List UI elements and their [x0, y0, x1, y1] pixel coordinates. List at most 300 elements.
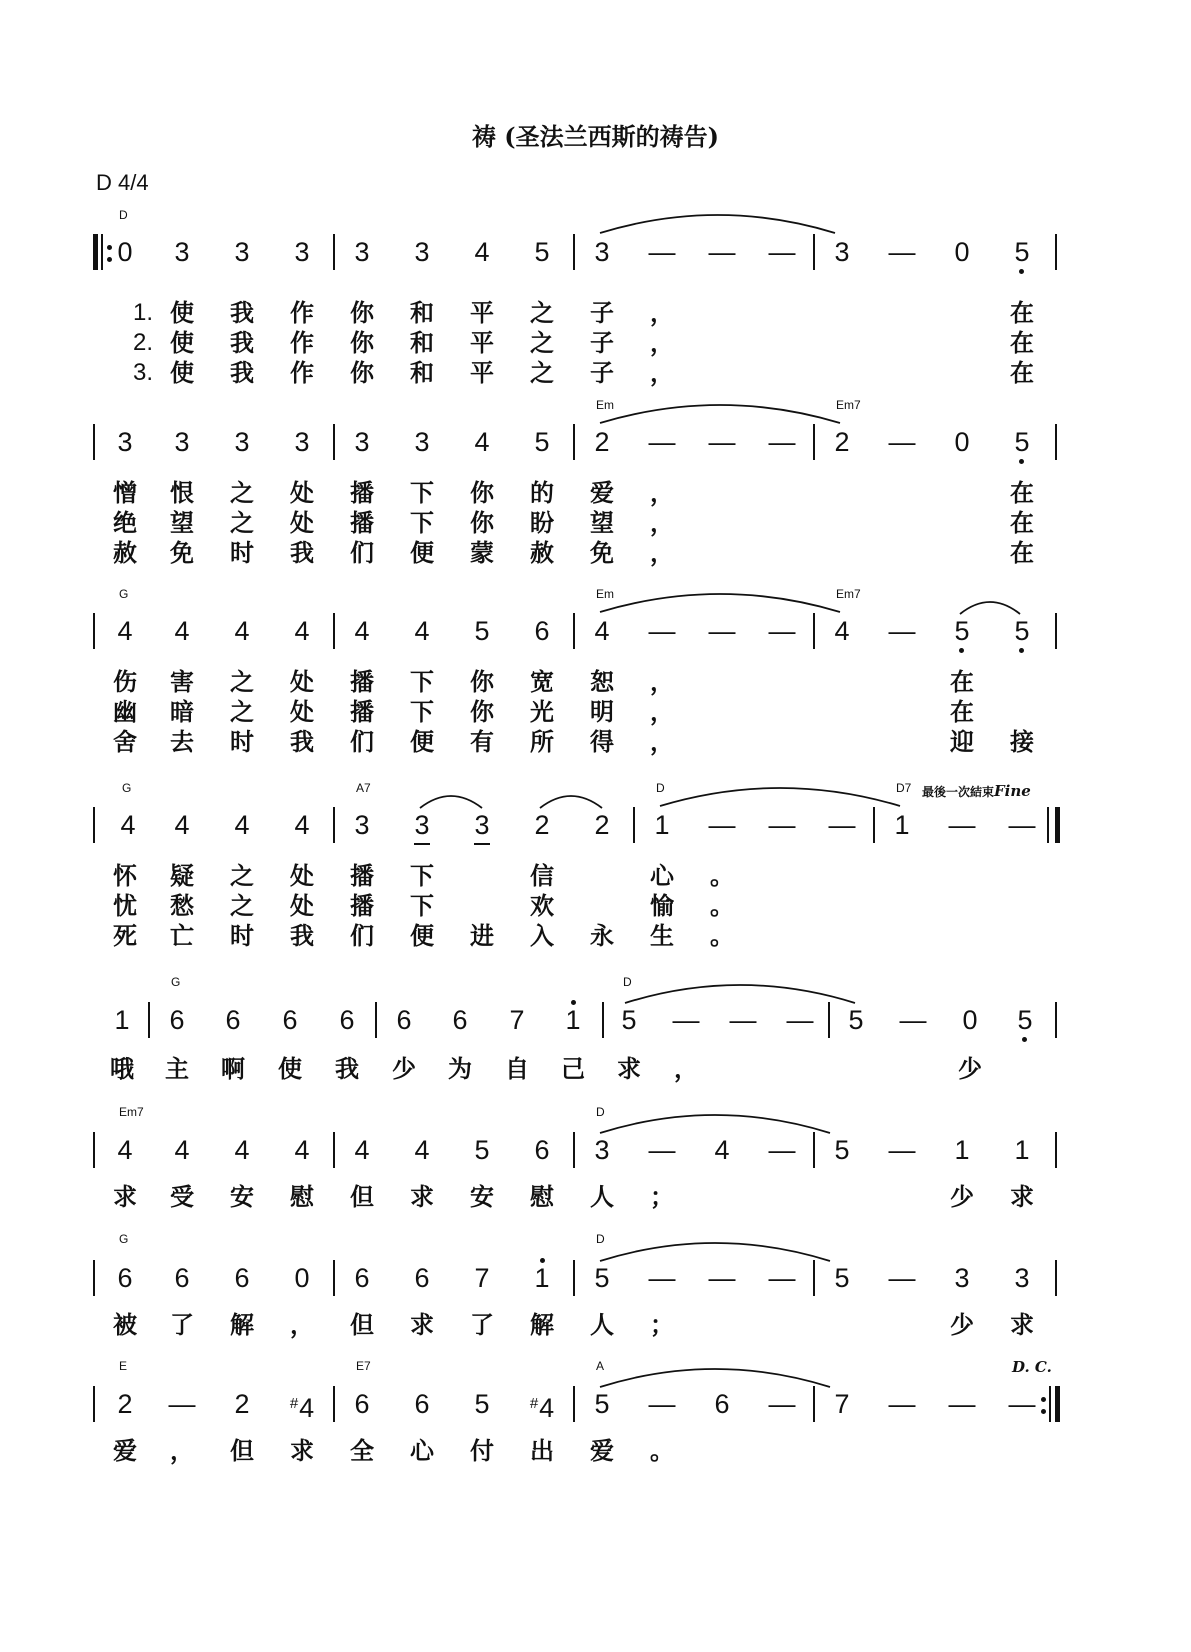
lyric-char: ，	[650, 358, 674, 387]
lyric-char: ，	[290, 1310, 314, 1339]
note: 2	[594, 810, 610, 840]
lyric-char: 解	[230, 1310, 254, 1339]
lyric-char: 之	[230, 861, 254, 890]
slur-layer	[0, 397, 1191, 457]
lyric-char: 蒙	[470, 538, 494, 567]
lyric-char: 得	[590, 727, 614, 756]
note: 2	[117, 1389, 133, 1419]
lyric-char: 之	[230, 697, 254, 726]
dash: —	[648, 427, 676, 457]
note: 4	[117, 1135, 133, 1165]
lyric-char: ，	[650, 478, 674, 507]
fine-word: Fine	[994, 782, 1031, 800]
lyric-char: 在	[1010, 538, 1034, 567]
slur-arc	[600, 405, 840, 423]
note: 1	[894, 810, 910, 840]
lyric-char: 下	[410, 667, 434, 696]
note: 6	[414, 1263, 430, 1293]
lyric-char: 播	[350, 478, 374, 507]
lyric-char: 求	[617, 1054, 641, 1083]
slur-arc	[600, 1243, 830, 1261]
lyric-char: 人	[590, 1182, 614, 1211]
lyric-char: 子	[590, 298, 614, 327]
lyric-char: 愁	[170, 891, 194, 920]
lyric-char: 少	[392, 1054, 416, 1083]
lyric-char: 有	[470, 727, 494, 756]
lyric-char: 作	[290, 358, 314, 387]
lyric-char: 啊	[221, 1054, 245, 1083]
lyric-char: 平	[470, 358, 494, 387]
slur-arc	[540, 796, 602, 808]
lyric-char: 播	[350, 667, 374, 696]
lyric-char: 我	[230, 328, 254, 357]
lyric-char: 处	[290, 891, 314, 920]
slur-arc	[420, 796, 482, 808]
lyric-char: 永	[590, 921, 614, 950]
lyric-char: 心	[650, 861, 674, 890]
dash: —	[899, 1005, 927, 1035]
lyric-char: 和	[410, 358, 434, 387]
lyric-char: 幽	[113, 697, 137, 726]
dash: —	[948, 810, 976, 840]
lyric-char: 作	[290, 328, 314, 357]
lyric-char: 我	[290, 538, 314, 567]
lyric-char: 慰	[290, 1182, 314, 1211]
chord-symbol: G	[122, 781, 132, 795]
lyric-char: 付	[470, 1436, 494, 1465]
lyric-char: 哦	[110, 1054, 134, 1083]
lyric-char: 的	[530, 478, 554, 507]
lyric-char: 己	[561, 1054, 585, 1083]
chord-symbol: G	[119, 587, 129, 601]
verse-number: 2.	[133, 329, 154, 356]
dash: —	[768, 237, 796, 267]
note: 5	[474, 1389, 490, 1419]
chord-symbol: D7	[896, 781, 912, 795]
note: 5	[1005, 1005, 1045, 1035]
lyric-char: 时	[230, 921, 254, 950]
note: 3	[354, 810, 370, 840]
note: 5	[942, 616, 982, 646]
note: 4	[174, 810, 190, 840]
chord-symbol: G	[171, 975, 181, 989]
lyric-char: 在	[1010, 298, 1034, 327]
lyric-char: 使	[170, 298, 194, 327]
note: 6	[174, 1263, 190, 1293]
note: 0	[294, 1263, 310, 1293]
note: 0	[962, 1005, 978, 1035]
note: 2	[234, 1389, 250, 1419]
lyric-char: 入	[530, 921, 554, 950]
lyric-char: ，	[674, 1054, 698, 1083]
lyric-char: 下	[410, 861, 434, 890]
slur-arc	[660, 788, 900, 806]
note: 3	[234, 427, 250, 457]
note: 4	[354, 616, 370, 646]
dash: —	[729, 1005, 757, 1035]
note: 4	[174, 616, 190, 646]
dash: —	[768, 1135, 796, 1165]
dash: —	[888, 1135, 916, 1165]
lyric-char: 我	[230, 358, 254, 387]
lyric-char: 接	[1010, 727, 1034, 756]
lyric-char: 之	[530, 298, 554, 327]
lyric-char: 爱	[113, 1436, 137, 1465]
note: 3	[174, 237, 190, 267]
note: 4	[234, 810, 250, 840]
dash: —	[648, 1263, 676, 1293]
lyric-char: 下	[410, 697, 434, 726]
lyric-char: 愉	[650, 891, 674, 920]
lyric-char: 之	[230, 508, 254, 537]
lyric-char: 你	[470, 697, 494, 726]
lyric-char: 但	[350, 1182, 374, 1211]
lyric-char: 欢	[530, 891, 554, 920]
lyric-char: 。	[650, 1436, 674, 1465]
slur-arc	[960, 602, 1020, 614]
note: 0	[117, 237, 133, 267]
dash: —	[768, 1389, 796, 1419]
note: 5	[834, 1135, 850, 1165]
lyric-char: 少	[950, 1182, 974, 1211]
lyric-char: 和	[410, 328, 434, 357]
lyric-char: 你	[470, 667, 494, 696]
note: 2	[534, 810, 550, 840]
dash: —	[708, 616, 736, 646]
note: 6	[396, 1005, 412, 1035]
lyric-char: 憎	[113, 478, 137, 507]
lyric-char: 少	[958, 1054, 982, 1083]
lyric-char: 在	[950, 697, 974, 726]
note: 6	[534, 616, 550, 646]
slur-layer	[0, 586, 1191, 646]
lyric-char: 使	[170, 358, 194, 387]
lyric-char: 。	[710, 861, 734, 890]
note: 2	[834, 427, 850, 457]
lyric-char: ，	[650, 328, 674, 357]
verse-number: 1.	[133, 299, 154, 326]
dash: —	[768, 616, 796, 646]
lyric-char: 便	[410, 538, 434, 567]
lyric-char: 下	[410, 508, 434, 537]
note: 3	[462, 810, 502, 840]
system-4	[0, 781, 1191, 970]
key-signature: D 4/4	[96, 170, 149, 195]
note: 6	[354, 1389, 370, 1419]
chord-symbol: Em	[596, 398, 614, 412]
slur-arc	[625, 985, 855, 1003]
note-digit: 4	[539, 1393, 555, 1423]
lyric-char: 便	[410, 727, 434, 756]
lyric-char: 们	[350, 538, 374, 567]
lyric-char: 受	[170, 1182, 194, 1211]
note: 5	[621, 1005, 637, 1035]
lyric-char: ，	[650, 667, 674, 696]
chord-symbol: D	[596, 1232, 605, 1246]
slur-layer	[0, 207, 1191, 267]
note: 5	[1002, 427, 1042, 457]
lyric-char: 子	[590, 328, 614, 357]
lyric-char: 在	[1010, 478, 1034, 507]
lyric-char: 出	[530, 1436, 554, 1465]
lyric-char: 爱	[590, 478, 614, 507]
slur-layer	[0, 1233, 1191, 1293]
lyric-char: 心	[410, 1436, 434, 1465]
low-octave-dot	[959, 648, 964, 653]
chord-symbol: D	[623, 975, 632, 989]
dc-text: D. C.	[1012, 1358, 1052, 1376]
note: 3	[174, 427, 190, 457]
low-octave-dot	[1019, 459, 1024, 464]
chord-symbol: Em7	[836, 398, 861, 412]
lyric-char: 但	[230, 1436, 254, 1465]
note: 6	[282, 1005, 298, 1035]
song-title: 祷 (圣法兰西斯的祷告)	[471, 122, 720, 151]
low-octave-dot	[1022, 1037, 1027, 1042]
lyric-char: 忧	[113, 891, 137, 920]
dash: —	[648, 1135, 676, 1165]
lyric-char: 赦	[530, 538, 554, 567]
lyric-char: 安	[470, 1182, 494, 1211]
note: 5	[474, 616, 490, 646]
note: 0	[954, 427, 970, 457]
lyric-char: 亡	[170, 921, 194, 950]
lyric-char: 安	[230, 1182, 254, 1211]
lyric-char: 解	[530, 1310, 554, 1339]
lyric-char: 使	[278, 1054, 302, 1083]
note: 7	[834, 1389, 850, 1419]
lyric-char: 明	[590, 697, 614, 726]
dash: —	[828, 810, 856, 840]
lyric-char: 播	[350, 861, 374, 890]
lyric-char: 信	[530, 861, 554, 890]
note: 5	[594, 1263, 610, 1293]
lyric-char: 和	[410, 298, 434, 327]
lyric-char: 但	[350, 1310, 374, 1339]
lyric-char: 生	[650, 921, 674, 950]
fine-text: 最後一次結束	[922, 785, 995, 799]
note: 5	[534, 427, 550, 457]
lyric-char: 之	[230, 891, 254, 920]
lyric-char: 之	[230, 667, 254, 696]
lyric-char: 所	[530, 727, 554, 756]
eighth-underline	[474, 843, 490, 845]
lyric-char: 害	[170, 667, 194, 696]
lyric-char: 绝	[113, 508, 137, 537]
lyric-char: 主	[165, 1054, 189, 1083]
lyric-char: 播	[350, 891, 374, 920]
sharp-sign: #	[289, 1395, 299, 1412]
slur-arc	[600, 1369, 830, 1387]
lyric-char: 播	[350, 508, 374, 537]
note: 4	[474, 427, 490, 457]
lyric-char: 求	[1010, 1310, 1034, 1339]
lyric-char: 求	[410, 1310, 434, 1339]
note: 6	[714, 1389, 730, 1419]
lyric-char: 进	[470, 921, 494, 950]
lyric-char: 在	[1010, 358, 1034, 387]
lyric-char: 求	[113, 1182, 137, 1211]
lyric-char: 迎	[950, 727, 974, 756]
fine-marker	[922, 782, 1031, 800]
lyric-char: 恨	[170, 478, 194, 507]
note: 3	[414, 427, 430, 457]
lyric-char: 望	[590, 508, 614, 537]
note: 1	[553, 1005, 593, 1035]
note: 4	[174, 1135, 190, 1165]
system-8	[0, 1358, 1191, 1549]
lyric-char: 被	[113, 1310, 137, 1339]
note: 4	[714, 1135, 730, 1165]
lyric-char: 你	[350, 328, 374, 357]
dc-marker	[1012, 1358, 1052, 1376]
lyric-char: 之	[530, 358, 554, 387]
lyric-char: 之	[530, 328, 554, 357]
lyric-char: 求	[410, 1182, 434, 1211]
note: 4	[594, 616, 610, 646]
note: 5	[534, 237, 550, 267]
lyric-char: 。	[710, 891, 734, 920]
note: 0	[954, 237, 970, 267]
note: 4	[294, 810, 310, 840]
note: 4	[354, 1135, 370, 1165]
dash: —	[888, 237, 916, 267]
lyric-char: 了	[470, 1310, 494, 1339]
lyric-char: 人	[590, 1310, 614, 1339]
dash: —	[672, 1005, 700, 1035]
note: 1	[954, 1135, 970, 1165]
dash: —	[888, 1263, 916, 1293]
lyric-char: 全	[350, 1436, 374, 1465]
lyric-char: 少	[950, 1310, 974, 1339]
lyric-char: 便	[410, 921, 434, 950]
chord-symbol: A7	[356, 781, 371, 795]
lyric-char: ，	[650, 298, 674, 327]
lyric-char: 盼	[530, 508, 554, 537]
dash: —	[648, 616, 676, 646]
lyric-char: 你	[470, 478, 494, 507]
note: 4	[120, 810, 136, 840]
lyric-char: 们	[350, 727, 374, 756]
note: 3	[594, 237, 610, 267]
lyric-char: 在	[1010, 328, 1034, 357]
note: 4	[474, 237, 490, 267]
lyric-char: 处	[290, 861, 314, 890]
lyric-char: 暗	[170, 697, 194, 726]
note: 3	[294, 427, 310, 457]
lyric-char: 死	[113, 921, 137, 950]
chord-symbol: E7	[356, 1359, 371, 1373]
chord-symbol: Em7	[836, 587, 861, 601]
lyric-char: 我	[290, 727, 314, 756]
lyric-char: 在	[950, 667, 974, 696]
lyric-char: 播	[350, 697, 374, 726]
note: 2	[594, 427, 610, 457]
note: 5	[474, 1135, 490, 1165]
chord-symbol: D	[656, 781, 665, 795]
dash: —	[708, 810, 736, 840]
lyric-char: 下	[410, 478, 434, 507]
note: 3	[954, 1263, 970, 1293]
lyric-char: 宽	[530, 667, 554, 696]
note: 4	[414, 1135, 430, 1165]
lyric-char: 作	[290, 298, 314, 327]
lyric-char: 处	[290, 478, 314, 507]
lyric-char: 我	[335, 1054, 359, 1083]
lyric-char: 伤	[113, 667, 137, 696]
sharp-sign: #	[529, 1395, 539, 1412]
chord-symbol: D	[119, 208, 128, 222]
dash: —	[888, 427, 916, 457]
lyric-char: 了	[170, 1310, 194, 1339]
dash: —	[768, 427, 796, 457]
lyric-char: 慰	[530, 1182, 554, 1211]
note: 6	[534, 1135, 550, 1165]
note: 6	[169, 1005, 185, 1035]
chord-symbol: G	[119, 1232, 129, 1246]
lyric-char: 求	[290, 1436, 314, 1465]
lyric-char: 你	[350, 358, 374, 387]
lyric-char: ，	[170, 1436, 194, 1465]
dash: —	[768, 1263, 796, 1293]
lyric-char: 处	[290, 697, 314, 726]
system-1	[0, 208, 1191, 397]
note: 4	[294, 1135, 310, 1165]
lyric-char: 下	[410, 891, 434, 920]
lyric-char: 在	[1010, 508, 1034, 537]
dash: —	[648, 237, 676, 267]
lyric-char: 时	[230, 727, 254, 756]
low-octave-dot	[1019, 269, 1024, 274]
dash: —	[1008, 810, 1036, 840]
verse-number: 3.	[133, 359, 154, 386]
note: 3	[402, 810, 442, 840]
lyric-char: 。	[710, 921, 734, 950]
note: 5	[848, 1005, 864, 1035]
chord-symbol: D	[596, 1105, 605, 1119]
chord-symbol: Em7	[119, 1105, 144, 1119]
lyric-char: 怀	[113, 861, 137, 890]
lyric-char: 舍	[113, 727, 137, 756]
lyric-char: 爱	[590, 1436, 614, 1465]
note: 1	[522, 1263, 562, 1293]
dash: —	[888, 616, 916, 646]
lyric-char: 使	[170, 328, 194, 357]
note: 5	[1002, 237, 1042, 267]
note: 3	[834, 237, 850, 267]
dash: —	[708, 427, 736, 457]
note: 4	[414, 616, 430, 646]
note: 3	[354, 427, 370, 457]
lyric-char: 望	[170, 508, 194, 537]
lyric-char: 我	[290, 921, 314, 950]
lyric-char: 去	[170, 727, 194, 756]
lyric-char: 免	[170, 538, 194, 567]
dash: —	[1008, 1389, 1036, 1419]
slur-arc	[600, 215, 835, 233]
note: 3	[117, 427, 133, 457]
note: 7	[474, 1263, 490, 1293]
lyric-char: 疑	[170, 861, 194, 890]
dash: —	[708, 237, 736, 267]
dash: —	[948, 1389, 976, 1419]
lyric-char: 光	[530, 697, 554, 726]
note: 4	[234, 1135, 250, 1165]
note: 4	[294, 616, 310, 646]
lyric-char: ，	[650, 697, 674, 726]
lyric-char: ，	[650, 508, 674, 537]
lyric-char: 子	[590, 358, 614, 387]
